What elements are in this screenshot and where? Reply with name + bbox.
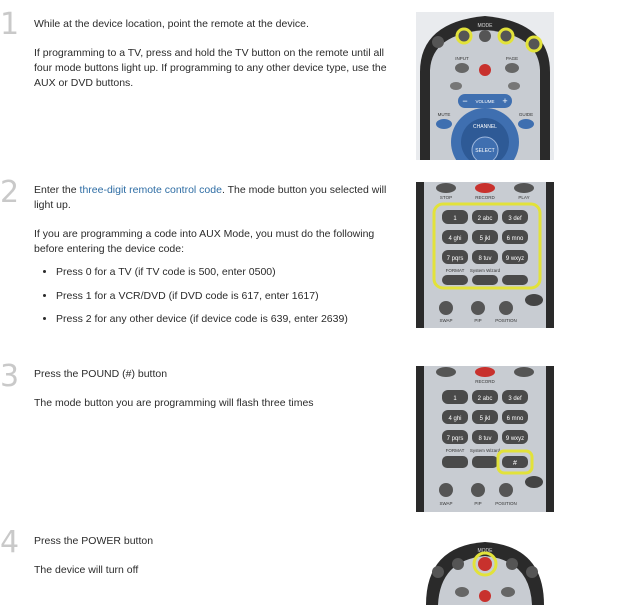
mode-button-sat — [479, 30, 491, 42]
red-button — [479, 590, 491, 602]
mode-button — [432, 566, 444, 578]
key-pound — [502, 275, 528, 285]
key-0 — [472, 456, 498, 468]
side-button — [436, 119, 452, 129]
list-item: • Press 1 for a VCR/DVD (if DVD code is 617, enter 1617) — [56, 289, 390, 304]
stop-label: STOP — [439, 195, 453, 200]
swap-button — [439, 301, 453, 315]
pip-label: PIP — [474, 318, 482, 323]
pip-button — [471, 483, 485, 497]
input-label: INPUT — [455, 56, 469, 61]
step-number: 2 — [0, 175, 20, 210]
dish-button — [525, 476, 543, 488]
key-5: 5 jkl — [479, 236, 491, 242]
pip-button — [471, 301, 485, 315]
key-8: 8 tuv — [478, 436, 492, 442]
small-button — [508, 82, 520, 90]
page-button — [505, 63, 519, 73]
plus-icon: + — [502, 96, 508, 106]
volume-label: VOLUME — [475, 99, 495, 104]
key-5: 5 jkl — [479, 416, 491, 422]
list-item: • Press 0 for a TV (if TV code is 500, enter 0500) — [56, 265, 390, 280]
format-label: FORMAT — [445, 448, 465, 453]
power-button — [478, 557, 492, 571]
side-button — [518, 119, 534, 129]
key-2: 2 abc — [477, 396, 493, 402]
mode-label: MODE — [477, 23, 493, 29]
swap-label: SWAP — [439, 318, 453, 323]
swap-button — [439, 483, 453, 497]
key-9: 9 wxyz — [505, 256, 525, 262]
step-paragraph: While at the device location, point the remote at the device. — [34, 18, 309, 30]
step-paragraph: The mode button you are programming will flash three times — [34, 396, 314, 409]
step-paragraph: Press the POUND (#) button — [34, 368, 168, 380]
page-button — [501, 587, 515, 597]
remote-top-image — [416, 12, 554, 160]
page-label: PAGE — [505, 56, 519, 61]
key-3: 3 def — [508, 396, 522, 402]
keypad-keys — [442, 390, 528, 444]
guide-label: GUIDE — [518, 112, 534, 117]
step-text — [34, 17, 390, 99]
minus-icon: − — [462, 96, 468, 106]
pound-key-label: # — [513, 460, 517, 467]
record-label: RECORD — [475, 195, 495, 200]
step-number: 3 — [0, 359, 20, 394]
mode-button — [526, 566, 538, 578]
key-7: 7 pqrs — [446, 256, 464, 262]
mode-button-dvd — [499, 29, 513, 43]
step-paragraph — [34, 183, 390, 213]
small-button — [450, 82, 462, 90]
mode-button-tv — [457, 29, 471, 43]
swap-label: SWAP — [439, 501, 453, 506]
record-label: RECORD — [475, 379, 495, 384]
key-7: 7 pqrs — [446, 436, 464, 442]
system-wizard-label: System Wizard — [469, 448, 501, 453]
remote-power-image — [416, 540, 554, 605]
position-label: POSITION — [495, 501, 517, 506]
bullet-list — [34, 265, 390, 328]
mode-button — [452, 558, 464, 570]
pip-label: PIP — [474, 501, 482, 506]
key-1: 1 — [453, 396, 457, 402]
input-button — [455, 63, 469, 73]
mode-button-aux — [527, 37, 541, 51]
key-0 — [472, 275, 498, 285]
key-2: 2 abc — [477, 216, 493, 222]
step-paragraph: If you are programming a code into AUX Mode, you must do the following before entering the device code: — [34, 227, 375, 255]
text-fragment: . The mode button you selected will light up. — [34, 184, 387, 211]
mute-label: MUTE — [437, 112, 451, 117]
step-number: 1 — [0, 7, 20, 42]
mode-label: MODE — [477, 548, 493, 554]
power-button — [432, 36, 444, 48]
key-4: 4 ghi — [448, 236, 462, 242]
key-6: 6 mno — [506, 236, 524, 242]
text-fragment: Enter the — [34, 184, 80, 196]
system-wizard-label: System Wizard — [469, 268, 501, 273]
keypad-image-step-3 — [416, 366, 554, 512]
step-paragraph: If programming to a TV, press and hold the TV button on the remote until all four mode buttons light up. If programming to any other device type, use the AUX or DVD buttons. — [34, 46, 387, 89]
top-row — [436, 183, 534, 200]
remote-code-link[interactable]: three-digit remote control code — [79, 184, 222, 196]
key-9: 9 wxyz — [505, 436, 525, 442]
keypad-keys — [442, 210, 528, 264]
step-paragraph: Press the POWER button — [34, 535, 154, 547]
step-paragraph: The device will turn off — [34, 563, 139, 576]
step-text — [34, 183, 390, 336]
key-3: 3 def — [508, 216, 522, 222]
key-6: 6 mno — [506, 416, 524, 422]
position-button — [499, 483, 513, 497]
key-format — [442, 275, 468, 285]
step-text — [34, 534, 390, 586]
step-text — [34, 367, 390, 419]
key-format — [442, 456, 468, 468]
input-button — [455, 587, 469, 597]
position-label: POSITION — [495, 318, 517, 323]
red-button — [479, 64, 491, 76]
key-4: 4 ghi — [448, 416, 462, 422]
list-item: • Press 2 for any other device (if device code is 639, enter 2639) — [56, 312, 390, 327]
keypad-image-step-2 — [416, 182, 554, 328]
play-label: PLAY — [518, 195, 530, 200]
key-8: 8 tuv — [478, 256, 492, 262]
channel-label: CHANNEL — [473, 124, 497, 130]
position-button — [499, 301, 513, 315]
dish-button — [525, 294, 543, 306]
select-label: SELECT — [475, 148, 495, 154]
key-1: 1 — [453, 216, 457, 222]
mode-button — [506, 558, 518, 570]
step-number: 4 — [0, 525, 20, 560]
format-label: FORMAT — [445, 268, 465, 273]
